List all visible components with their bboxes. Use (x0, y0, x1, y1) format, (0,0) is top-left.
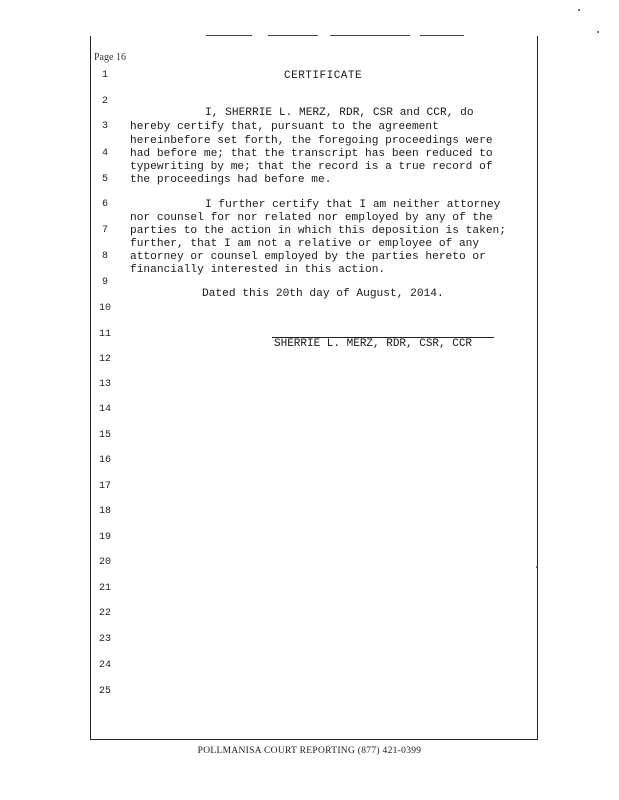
signature-block: SHERRIE L. MERZ, RDR, CSR, CCR (274, 338, 473, 350)
line-number: 6 (101, 199, 108, 210)
line-number: 24 (98, 660, 111, 671)
line-number: 15 (98, 430, 111, 441)
line-number: 19 (98, 532, 111, 543)
line-number: 21 (98, 583, 111, 594)
paragraph1-line: hereby certify that, pursuant to the agreement (130, 121, 439, 133)
line-number: 13 (98, 379, 111, 390)
scan-mark (330, 35, 410, 36)
line-number: 23 (98, 634, 111, 645)
line-number: 17 (98, 481, 111, 492)
scan-speck (597, 31, 599, 33)
line-number: 12 (98, 354, 111, 365)
line-number: 1 (101, 70, 108, 81)
scan-speck (578, 9, 580, 11)
paragraph1-line: had before me; that the transcript has been reduced to (130, 148, 493, 160)
scan-mark (268, 35, 318, 36)
paragraph2-line: parties to the action in which this deposition is taken; (130, 225, 506, 237)
paragraph1-line: hereinbefore set forth, the foregoing proceedings were (130, 135, 493, 147)
paragraph1-line: I, SHERRIE L. MERZ, RDR, CSR and CCR, do (205, 107, 474, 119)
paragraph2-line: attorney or counsel employed by the parties hereto or (130, 251, 486, 263)
line-number: 4 (101, 148, 108, 159)
paragraph2-line: nor counsel for nor related nor employed by any of the (130, 212, 493, 224)
line-number: 25 (98, 686, 111, 697)
dated-line: Dated this 20th day of August, 2014. (202, 288, 444, 300)
line-number: 10 (98, 303, 111, 314)
certificate-title: CERTIFICATE (284, 70, 363, 82)
scan-speck (536, 566, 538, 568)
line-number: 5 (101, 174, 108, 185)
line-number: 9 (101, 277, 108, 288)
line-number: 20 (98, 557, 111, 568)
paragraph1-line: the proceedings had before me. (130, 174, 332, 186)
line-number: 16 (98, 455, 111, 466)
line-number: 18 (98, 506, 111, 517)
page-number: Page 16 (94, 52, 126, 63)
scan-mark (206, 35, 252, 36)
paragraph2-line: I further certify that I am neither attorney (205, 199, 501, 211)
paragraph1-line: typewriting by me; that the record is a true record of (130, 161, 493, 173)
line-number: 22 (98, 608, 111, 619)
line-number: 7 (101, 225, 108, 236)
paragraph2-line: financially interested in this action. (130, 264, 386, 276)
footer-court-reporting: POLLMANISA COURT REPORTING (877) 421-0399 (197, 746, 422, 756)
line-number: 8 (101, 251, 108, 262)
line-number: 14 (98, 404, 111, 415)
line-number: 11 (98, 329, 111, 340)
line-number: 2 (101, 96, 108, 107)
line-number: 3 (101, 121, 108, 132)
paragraph2-line: further, that I am not a relative or employee of any (130, 238, 480, 250)
scan-mark (420, 35, 464, 36)
